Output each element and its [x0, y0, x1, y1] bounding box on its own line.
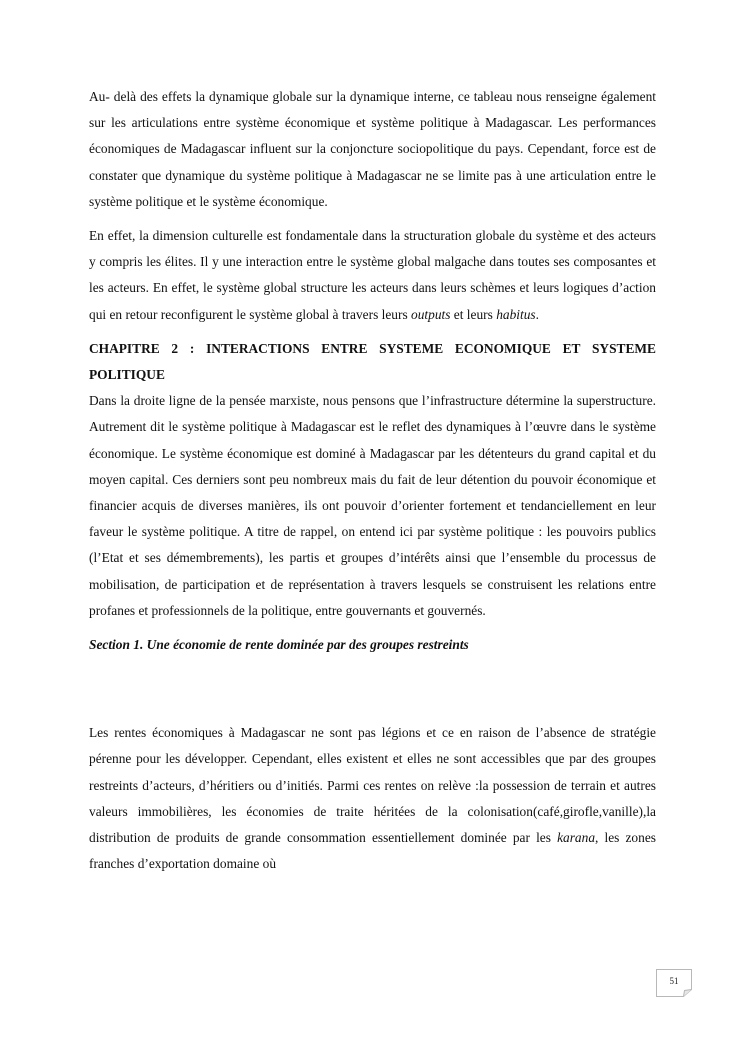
page-number-box: [656, 969, 692, 997]
paragraph-text: En effet, la dimension culturelle est fondamentale dans la structuration globale du système et des acteurs y compris les élites. Il y une interaction entre le système global malgache dans toutes ses composantes et les acteurs. En effet, le système global structure les acteurs dans leurs schèmes et leurs logiques d’action qui en retour reconfigurent le système global à travers leurs: [89, 228, 656, 322]
paragraph-text: .: [535, 306, 539, 322]
page-number: 51: [669, 976, 679, 986]
term-outputs: outputs: [411, 306, 451, 322]
paragraph-cultural-dimension: [89, 223, 656, 328]
paragraph-text: Les rentes économiques à Madagascar ne sont pas légions et ce en raison de l’absence de stratégie pérenne pour les développer. Cependant, elles existent et elles ne sont accessibles que par des groupes restreints d’acteurs, d’héritiers ou d’initiés. Parmi ces rentes on relève :la possession de terrain et autres valeurs immobilières, les économies de traite héritées de la colonisation(café,girofle,vanille),la distribution de produits de grande consommation essentiellement dominée par les: [89, 725, 656, 846]
paragraph-text: et leurs: [450, 306, 497, 322]
term-karana: karana: [557, 830, 596, 846]
paragraph-text: , les zones franches d’exportation domaine où: [89, 830, 656, 872]
paragraph-rents: [89, 720, 656, 877]
section-title: Section 1. Une économie de rente dominée par des groupes restreints: [89, 637, 469, 653]
document-page: [89, 84, 656, 877]
paragraph-intro: Au- delà des effets la dynamique globale sur la dynamique interne, ce tableau nous renseigne également sur les articulations entre système économique et système politique à Madagascar. Les performances économiques de Madagascar influent sur la conjoncture sociopolitique du pays. Cependant, force est de constater que dynamique du système politique à Madagascar ne se limite pas à une articulation entre le système politique et le système économique.: [89, 89, 656, 209]
paragraph-marxist: Dans la droite ligne de la pensée marxiste, nous pensons que l’infrastructure détermine la superstructure. Autrement dit le système politique à Madagascar est le reflet des dynamiques à l’œuvre dans le système économique. Le système économique est dominé à Madagascar par les détenteurs du grand capital et du moyen capital. Ces derniers sont peu nombreux mais du fait de leur détention du pouvoir économique et financier acquis de diverses manières, ils ont pouvoir d’orienter fortement et tendanciellement en leur faveur le système politique. A titre de rappel, on entend ici par système politique : les pouvoirs publics (l’Etat et ses démembrements), les partis et groupes d’intérêts ainsi que l’ensemble du processus de mobilisation, de participation et de représentation à travers lesquels se construisent les relations entre profanes et professionnels de la politique, entre gouvernants et gouvernés.: [89, 393, 656, 618]
chapter-heading: CHAPITRE 2 : INTERACTIONS ENTRE SYSTEME ECONOMIQUE ET SYSTEME POLITIQUE: [89, 340, 656, 383]
term-habitus: habitus: [496, 306, 536, 322]
spacer: [89, 658, 656, 720]
